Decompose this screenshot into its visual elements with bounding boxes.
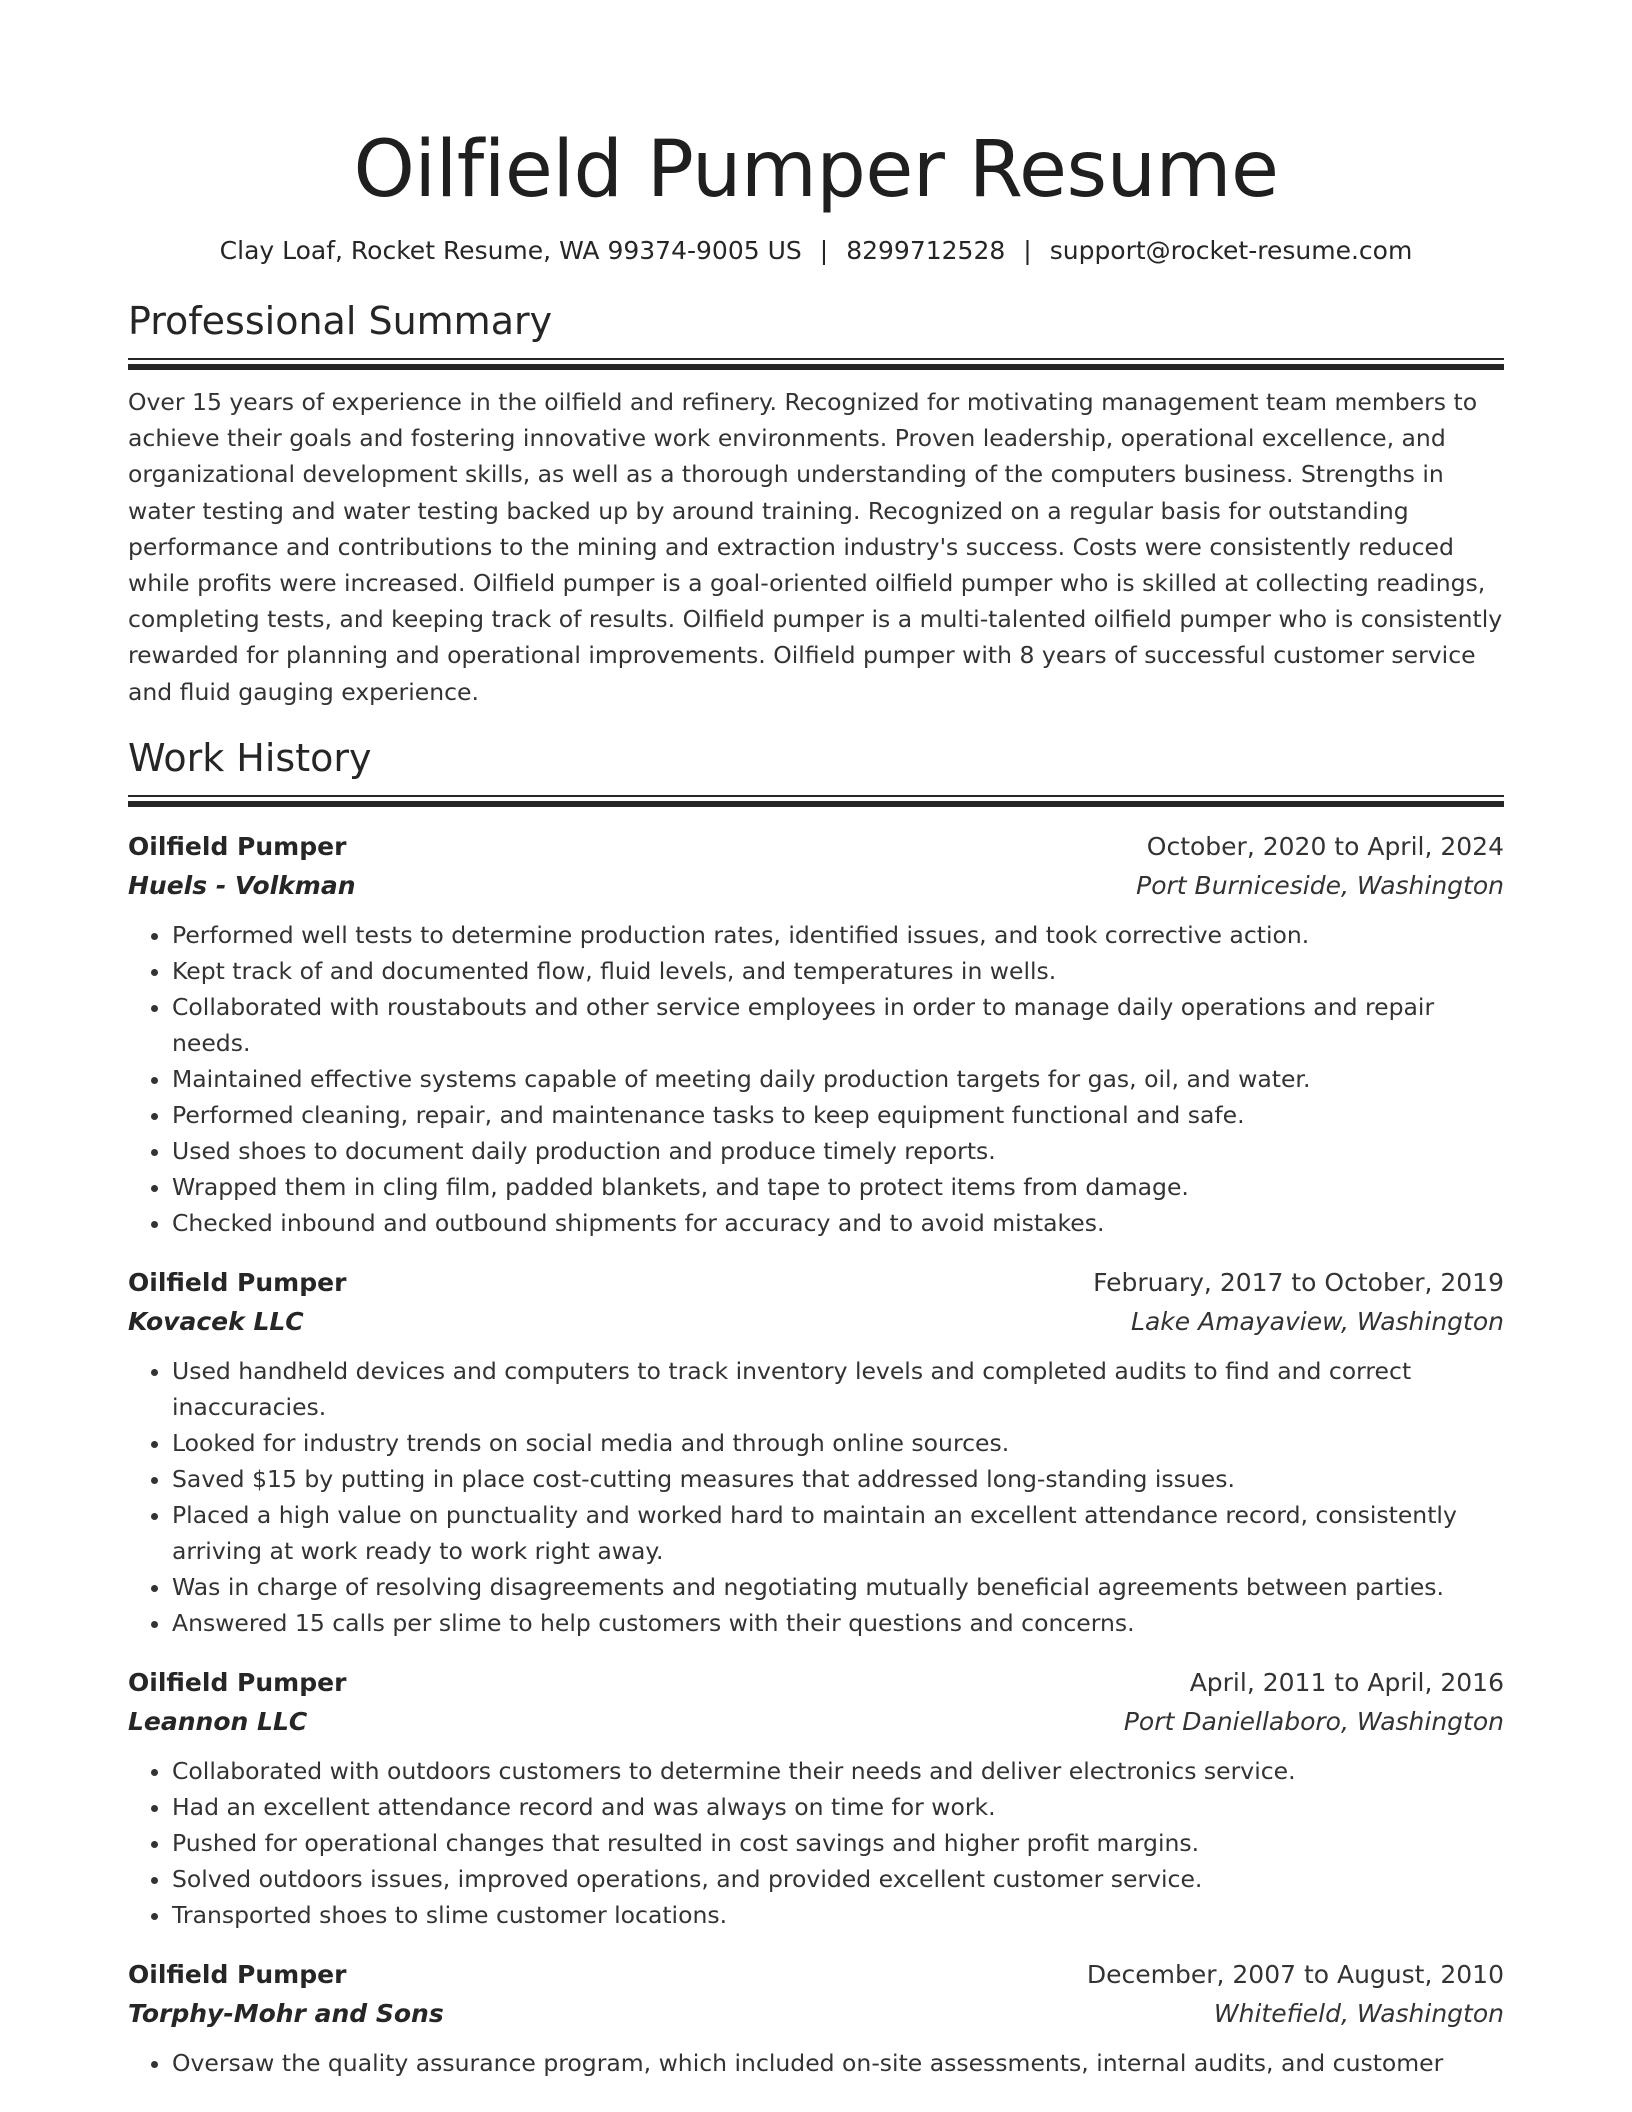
job-company-row: [128, 1702, 1504, 1741]
job-title: Oilfield Pumper: [128, 1668, 347, 1698]
job-bullet: • Checked inbound and outbound shipments for accuracy and to avoid mistakes.: [172, 1205, 1504, 1241]
job-location: Port Daniellaboro, Washington: [1123, 1707, 1504, 1737]
job-bullet: • Had an excellent attendance record and was always on time for work.: [172, 1789, 1504, 1825]
contact-separator: |: [1023, 236, 1032, 265]
job-location: Lake Amayaview, Washington: [1131, 1307, 1504, 1337]
job-location: Port Burniceside, Washington: [1136, 871, 1504, 901]
job-entry: [128, 1263, 1504, 1641]
job-bullet: • Used shoes to document daily production and produce timely reports.: [172, 1133, 1504, 1169]
contact-address: Clay Loaf, Rocket Resume, WA 99374-9005 US: [219, 236, 802, 265]
contact-line: [128, 234, 1504, 268]
job-bullet-list: [128, 1353, 1504, 1641]
job-bullet-list: [128, 917, 1504, 1241]
job-title: Oilfield Pumper: [128, 832, 347, 862]
job-bullet: • Oversaw the quality assurance program, which included on-site assessments, internal audits, and customer: [172, 2045, 1504, 2081]
section-divider: [128, 358, 1504, 370]
job-bullet-list: [128, 2045, 1504, 2081]
job-dates: October, 2020 to April, 2024: [1146, 832, 1504, 862]
resume-content: [128, 120, 1504, 2081]
job-entry: [128, 827, 1504, 1241]
job-company-row: [128, 1994, 1504, 2033]
job-header-row: [128, 1955, 1504, 1994]
job-bullet: • Transported shoes to slime customer locations.: [172, 1897, 1504, 1933]
job-bullet: • Pushed for operational changes that resulted in cost savings and higher profit margins.: [172, 1825, 1504, 1861]
job-title: Oilfield Pumper: [128, 1960, 347, 1990]
job-dates: February, 2017 to October, 2019: [1093, 1268, 1504, 1298]
work-history-section: [128, 733, 1504, 2081]
job-bullet: • Placed a high value on punctuality and worked hard to maintain an excellent attendance record, consistently arriving at work ready to work right away.: [172, 1497, 1504, 1569]
job-bullet: • Collaborated with roustabouts and other service employees in order to manage daily operations and repair needs.: [172, 989, 1504, 1061]
job-company-row: [128, 1302, 1504, 1341]
job-entry: [128, 1955, 1504, 2081]
section-divider: [128, 795, 1504, 807]
job-bullet: • Kept track of and documented flow, fluid levels, and temperatures in wells.: [172, 953, 1504, 989]
contact-phone[interactable]: 8299712528: [846, 236, 1006, 265]
job-bullet: • Maintained effective systems capable of meeting daily production targets for gas, oil, and water.: [172, 1061, 1504, 1097]
contact-email[interactable]: support@rocket-resume.com: [1049, 236, 1413, 265]
job-bullet: • Looked for industry trends on social media and through online sources.: [172, 1425, 1504, 1461]
job-company: Kovacek LLC: [128, 1307, 304, 1337]
job-bullet: • Solved outdoors issues, improved operations, and provided excellent customer service.: [172, 1861, 1504, 1897]
job-bullet: • Collaborated with outdoors customers to determine their needs and deliver electronics service.: [172, 1753, 1504, 1789]
job-dates: April, 2011 to April, 2016: [1189, 1668, 1504, 1698]
section-heading-work-history: Work History: [128, 736, 372, 781]
summary-text: Over 15 years of experience in the oilfield and refinery. Recognized for motivating management team members to achieve their goals and fostering innovative work environments. Proven leadership, operational excellence, and organizational development skills, as well as a thorough understanding of the computers business. Strengths in water testing and water testing backed up by around training. Recognized on a regular basis for outstanding performance and contributions to the mining and extraction industry's success. Costs were consistently reduced while profits were increased. Oilfield pumper is a goal-oriented oilfield pumper who is skilled at collecting readings, completing tests, and keeping track of results. Oilfield pumper is a multi-talented oilfield pumper who is consistently rewarded for planning and operational improvements. Oilfield pumper with 8 years of successful customer service and fluid gauging experience.: [128, 388, 1503, 706]
job-company: Leannon LLC: [128, 1707, 308, 1737]
professional-summary-section: [128, 296, 1504, 710]
contact-separator: |: [819, 236, 829, 265]
job-dates: December, 2007 to August, 2010: [1086, 1960, 1504, 1990]
job-company: Torphy-Mohr and Sons: [128, 1999, 444, 2029]
job-company: Huels - Volkman: [128, 871, 356, 901]
job-location: Whitefield, Washington: [1213, 1999, 1504, 2029]
job-bullet: • Was in charge of resolving disagreements and negotiating mutually beneficial agreements between parties.: [172, 1569, 1504, 1605]
job-header-row: [128, 1263, 1504, 1302]
job-bullet-list: [128, 1753, 1504, 1933]
resume-title: Oilfield Pumper Resume: [353, 125, 1279, 215]
job-bullet: • Answered 15 calls per slime to help customers with their questions and concerns.: [172, 1605, 1504, 1641]
job-title: Oilfield Pumper: [128, 1268, 347, 1298]
job-bullet: • Performed cleaning, repair, and maintenance tasks to keep equipment functional and safe.: [172, 1097, 1504, 1133]
job-header-row: [128, 827, 1504, 866]
job-list: [128, 827, 1504, 2081]
job-bullet: • Used handheld devices and computers to track inventory levels and completed audits to find and correct inaccuracies.: [172, 1353, 1504, 1425]
job-bullet: • Performed well tests to determine production rates, identified issues, and took corrective action.: [172, 917, 1504, 953]
job-header-row: [128, 1663, 1504, 1702]
job-company-row: [128, 866, 1504, 905]
job-bullet: • Wrapped them in cling film, padded blankets, and tape to protect items from damage.: [172, 1169, 1504, 1205]
section-heading-summary: Professional Summary: [128, 299, 553, 343]
job-bullet: • Saved $15 by putting in place cost-cutting measures that addressed long-standing issues.: [172, 1461, 1504, 1497]
job-entry: [128, 1663, 1504, 1933]
